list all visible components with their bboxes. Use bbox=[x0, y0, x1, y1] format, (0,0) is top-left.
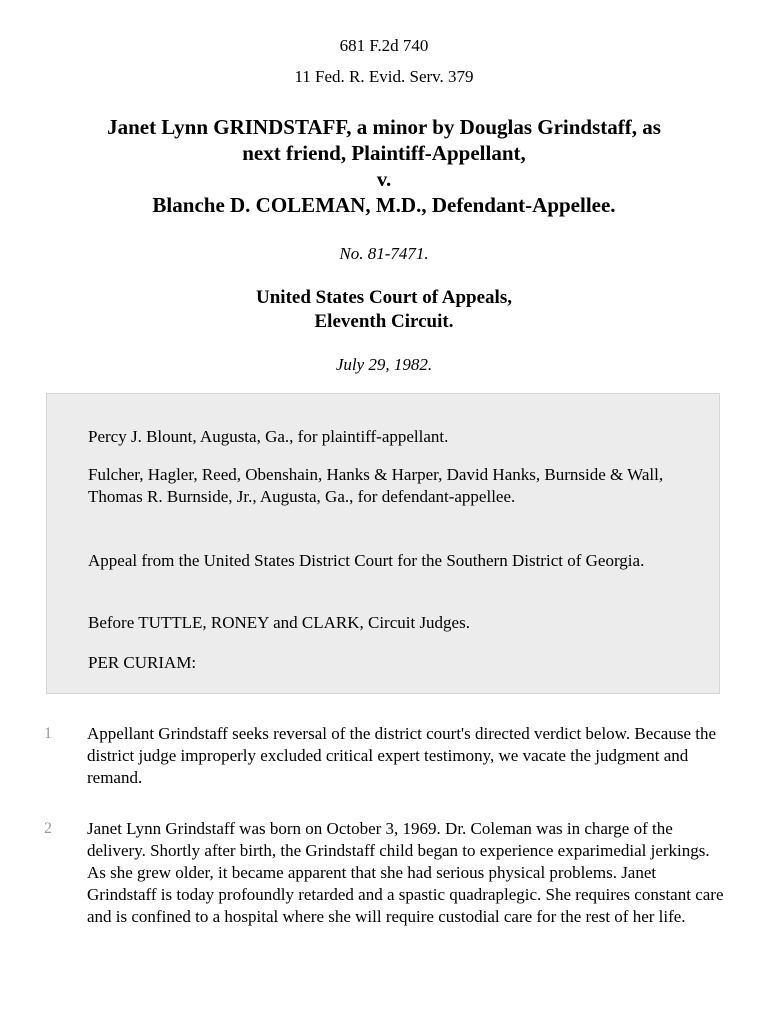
decision-date: July 29, 1982. bbox=[335, 355, 433, 374]
counsel-defendant: Fulcher, Hagler, Reed, Obenshain, Hanks & Harper, David Hanks, Burnside & Wall, Thomas R. Burnside, Jr., Augusta, Ga., for defendant-appellee. bbox=[88, 465, 664, 506]
court-name-line-1: United States Court of Appeals, bbox=[256, 287, 512, 308]
judges-panel: Before TUTTLE, RONEY and CLARK, Circuit Judges. bbox=[88, 613, 470, 632]
paragraph-number: 2 bbox=[44, 820, 52, 837]
paragraph-number: 1 bbox=[44, 725, 52, 742]
case-title-versus: v. bbox=[376, 167, 392, 191]
appeal-origin: Appeal from the United States District Court for the Southern District of Georgia. bbox=[88, 551, 645, 570]
case-title bbox=[30, 114, 738, 218]
counsel-box bbox=[46, 393, 720, 694]
court-name bbox=[0, 286, 768, 334]
counsel-plaintiff: Percy J. Blount, Augusta, Ga., for plaintiff-appellant. bbox=[88, 427, 449, 446]
case-title-line-2: next friend, Plaintiff-Appellant, bbox=[242, 141, 526, 165]
paragraph-text: Janet Lynn Grindstaff was born on October 3, 1969. Dr. Coleman was in charge of the delivery. Shortly after birth, the Grindstaff child began to experience exparimedial jerkings. As she grew older, it became apparent that she had serious physical problems. Janet Grindstaff is today profoundly retarded and a spastic quadraplegic. She requires constant care and is confined to a hospital where she will require custodial care for the rest of her life. bbox=[87, 819, 724, 926]
citation-evidence-service: 11 Fed. R. Evid. Serv. 379 bbox=[294, 67, 474, 86]
case-title-line-1: Janet Lynn GRINDSTAFF, a minor by Douglas Grindstaff, as bbox=[107, 115, 661, 139]
citation-reporter: 681 F.2d 740 bbox=[339, 36, 429, 55]
docket-number: No. 81-7471. bbox=[339, 244, 429, 263]
case-title-line-4: Blanche D. COLEMAN, M.D., Defendant-Appellee. bbox=[152, 193, 616, 217]
paragraph-text: Appellant Grindstaff seeks reversal of the district court's directed verdict below. Because the district judge improperly excluded critical expert testimony, we vacate the judgment and remand. bbox=[87, 724, 717, 787]
per-curiam-label: PER CURIAM: bbox=[88, 653, 197, 672]
court-name-line-2: Eleventh Circuit. bbox=[314, 311, 454, 332]
